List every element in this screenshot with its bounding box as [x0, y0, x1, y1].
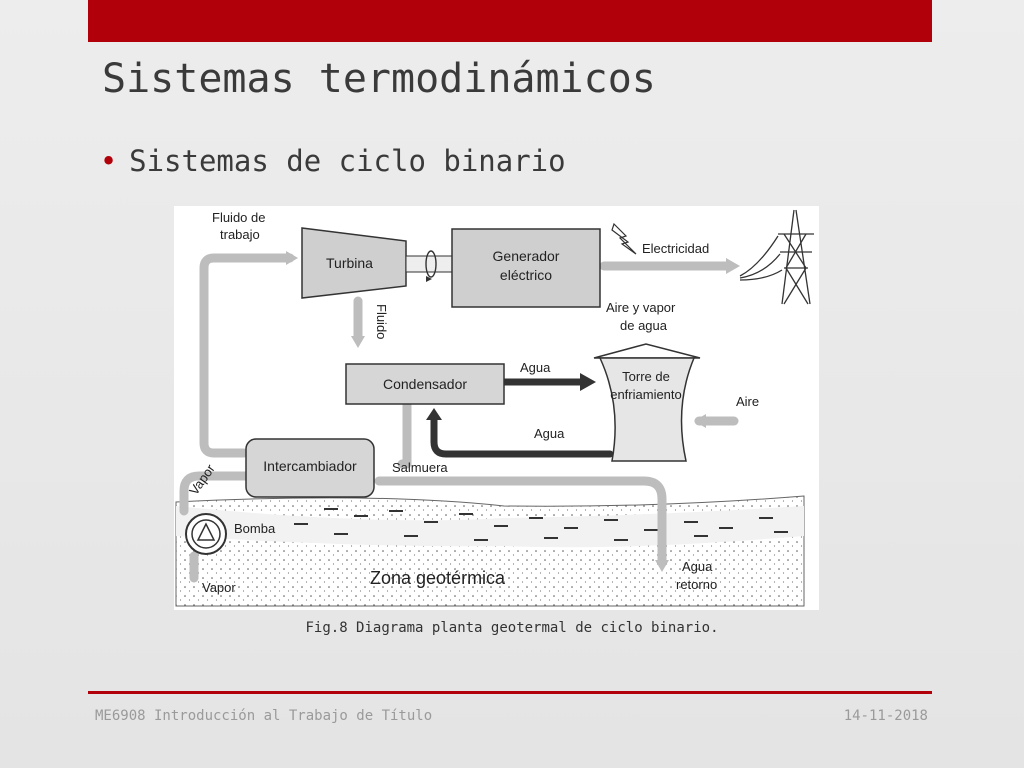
power-tower-icon: [740, 210, 814, 304]
pump-label: Bomba: [234, 521, 276, 536]
bullet-item: [100, 144, 566, 178]
vapor-bottom-label: Vapor: [202, 580, 236, 595]
top-accent-bar: [88, 0, 932, 42]
lightning-icon: [612, 224, 636, 254]
air-vapor-label-2: de agua: [620, 318, 667, 333]
tower-label-1: Torre de: [622, 369, 670, 384]
air-vapor-label-1: Aire y vapor: [606, 300, 676, 315]
pump-icon: [186, 514, 226, 554]
working-fluid-label-1: Fluido de: [212, 210, 266, 225]
water-bottom-label: Agua: [534, 426, 565, 441]
generator-label-1: Generador: [492, 248, 560, 264]
cooling-tower: [594, 344, 700, 461]
turbine-label: Turbina: [326, 255, 373, 271]
water-top-label: Agua: [520, 360, 551, 375]
condenser-label: Condensador: [382, 376, 468, 392]
heat-exchanger-label: Intercambiador: [263, 458, 357, 474]
slide-title: Sistemas termodinámicos: [102, 56, 656, 102]
return-water-label-1: Agua: [682, 559, 713, 574]
tower-label-2: enfriamiento: [610, 387, 682, 402]
bullet-text: Sistemas de ciclo binario: [129, 144, 566, 178]
figure-caption: Fig.8 Diagrama planta geotermal de ciclo binario.: [305, 620, 719, 636]
geothermal-zone-label: Zona geotérmica: [370, 568, 506, 588]
footer-divider: [88, 691, 932, 694]
generator-label-2: eléctrico: [499, 267, 553, 283]
bullet-dot: •: [100, 144, 118, 178]
air-label: Aire: [736, 394, 760, 409]
vapor-top-label: Vapor: [186, 461, 218, 498]
return-water-label-2: retorno: [676, 577, 718, 592]
fluid-label: Fluido: [374, 304, 389, 340]
brine-label: Salmuera: [392, 460, 448, 475]
footer-course: ME6908 Introducción al Trabajo de Título: [95, 708, 433, 724]
electricity-label: Electricidad: [642, 241, 710, 256]
footer-date: 14-11-2018: [843, 708, 928, 724]
working-fluid-label-2: trabajo: [220, 227, 260, 242]
binary-cycle-diagram: [174, 206, 819, 610]
